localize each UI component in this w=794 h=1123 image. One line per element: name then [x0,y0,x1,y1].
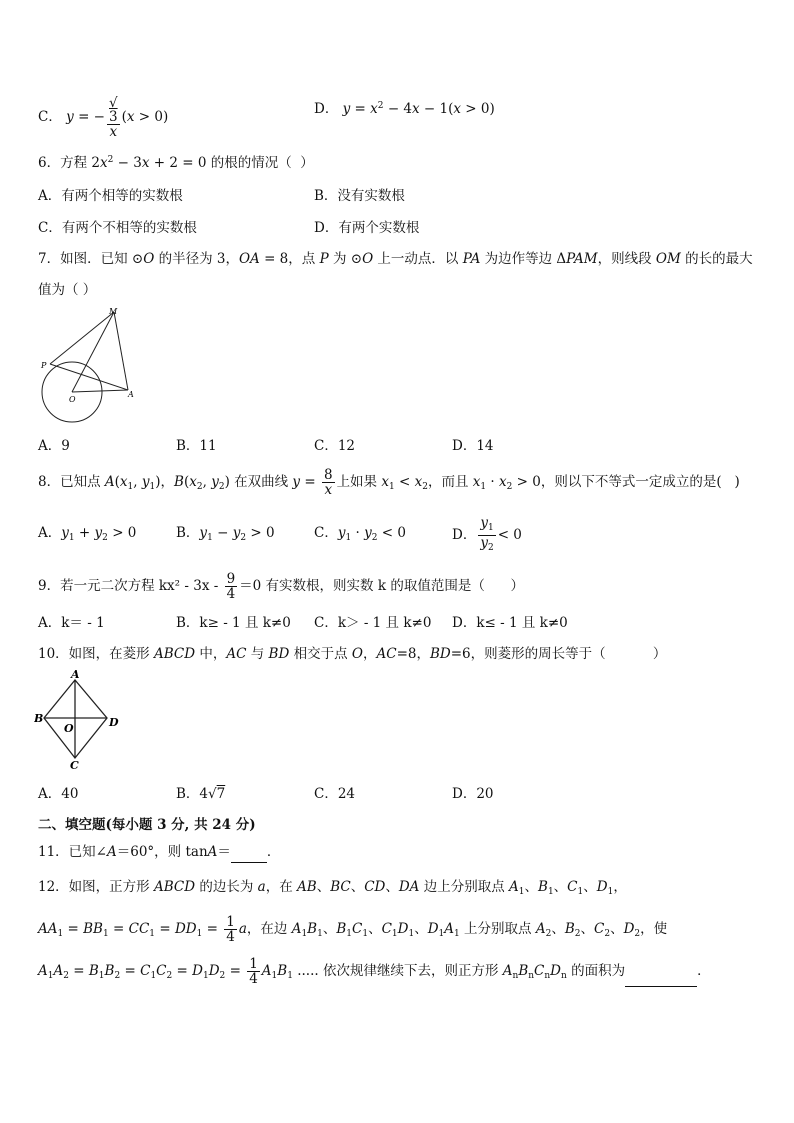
q12-line1: 12．如图，正方形 ABCD 的边长为 a，在 AB、BC、CD、DA 边上分别取点 $A_1$、$B_1$、$C_1$、$D_1$， [38,879,627,897]
q7-option-a: A．9 [38,438,70,454]
q9-option-b: B．k≥ - 1 且 k≠0 [176,615,291,631]
q7-stem-line2: 值为（ ） [38,282,97,298]
q8-option-d: D． $\frac{y_1}{y_2}$ < 0 [452,515,522,553]
label-a: A [71,670,80,681]
q9-option-d: D．k≤ - 1 且 k≠0 [452,615,568,631]
segment-ma [114,312,128,390]
section-title: 二、填空题(每小题 3 分, 共 24 分) [38,817,256,833]
q7-stem-line1: 7．如图．已知 ⊙O 的半径为 3，OA = 8，点 P 为 ⊙O 上一动点．以 PA 为边作等边 ΔPAM，则线段 OM 的长的最大 [38,251,753,267]
q8-stem: 8．已知点 $A(x_1$, $y_1$)，$B(x_2$, $y_2$) 在双曲线 y = $\frac{8}{x}$ 上如果 $x_1 < x_2$，而且 $x_1 \cdot x_2 > 0$，则以下不等式一定成立的是( ) [38,467,740,498]
label-b: B [34,712,44,725]
label-m: M [109,307,118,316]
q10-stem: 10．如图，在菱形 ABCD 中，AC 与 BD 相交于点 O，AC=8，BD=6，则菱形的周长等于（ ） [38,646,667,662]
segment-oa [72,390,128,392]
q8-option-b: B．$y_1 - y_2 > 0$ [176,525,275,543]
q10-option-a: A．40 [38,786,79,802]
q9-stem: 9．若一元二次方程 kx² - 3x - $\frac{9}{4}$ ＝0 有实数根，则实数 k 的取值范围是（ ） [38,571,525,602]
label-o: O [64,722,74,735]
q8-option-a: A．$y_1 + y_2 > 0$ [38,525,137,543]
q7-figure [36,306,146,426]
q12-line2: $AA_1 = BB_1 = CC_1 = DD_1$ = $\frac{1}{4}$ a，在边 $A_1B_1$、$B_1C_1$、$C_1D_1$、$D_1A_1$ 上分别取点 $A_2$、$B_2$、$C_2$、$D_2$，使 [38,914,668,945]
label-d: D [109,716,119,729]
q7-option-b: B．11 [176,438,217,454]
q6-stem: 6．方程 $2x^2 - 3x + 2 = 0$ 的根的情况（ ） [38,155,314,171]
q10-option-c: C．24 [314,786,356,802]
q5-option-d [314,96,495,119]
q9-option-a: A．k＝ - 1 [38,615,105,631]
q10-figure [34,670,124,770]
q9-option-c: C．k＞ - 1 且 k≠0 [314,615,432,631]
label-p: P [41,361,47,370]
option-math: $y = x^2 - 4x - 1(x > 0)$ [342,101,495,117]
q12-line3: $A_1A_2 = B_1B_2 = C_1C_2 = D_1D_2$ = $\frac{1}{4}$ $A_1B_1$ ..... 依次规律继续下去，则正方形 $A_nB_nC_nD_n$ 的面积为 ． [38,956,711,987]
q6-option-d: D．有两个实数根 [314,220,420,236]
option-math: y = − √ 3 x (x > 0) [66,95,169,140]
segment-pa [50,364,128,390]
q6-option-c: C．有两个不相等的实数根 [38,220,197,236]
label-a: A [128,390,134,399]
q5-option-c [38,96,168,139]
q7-option-c: C．12 [314,438,356,454]
label-o: O [69,395,76,404]
q6-option-b: B．没有实数根 [314,188,405,204]
q8-option-c: C．$y_1 \cdot y_2 < 0$ [314,525,406,543]
q10-option-d: D．20 [452,786,494,802]
q10-option-b: B．4√7 [176,786,226,802]
q6-option-a: A．有两个相等的实数根 [38,188,183,204]
q11-stem: 11．已知∠A＝60°，则 tanA＝ ． [38,842,280,863]
q7-option-d: D．14 [452,438,494,454]
segment-mo [72,312,114,392]
option-label: C． [38,109,62,125]
segment-mp [50,312,114,364]
option-label: D． [314,101,339,117]
label-c: C [70,759,79,770]
